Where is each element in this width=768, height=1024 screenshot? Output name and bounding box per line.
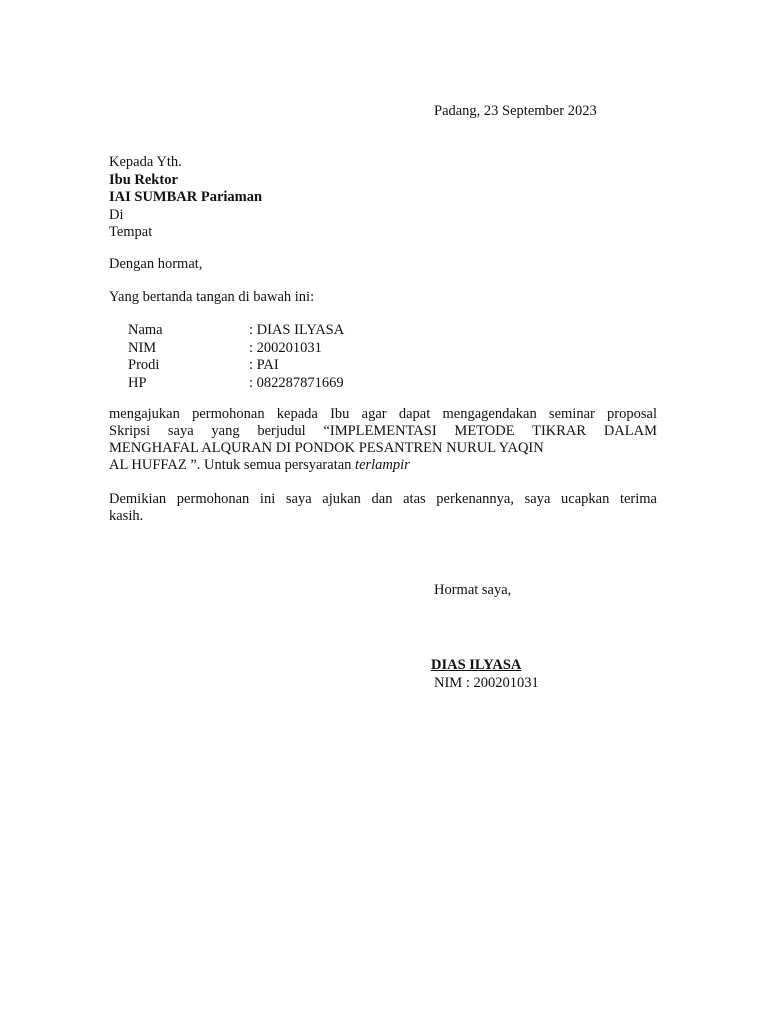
intro-line: Yang bertanda tangan di bawah ini: xyxy=(109,289,315,305)
applicant-row-nama xyxy=(128,322,428,340)
recipient-place: Tempat xyxy=(109,224,153,240)
applicant-row-prodi xyxy=(128,357,428,375)
signer-name: DIAS ILYASA xyxy=(431,657,522,673)
recipient-block xyxy=(109,154,262,242)
body-line-1: mengajukan permohonan kepada Ibu agar dapat mengagendakan seminar proposal xyxy=(109,406,657,422)
applicant-info-table xyxy=(128,322,428,392)
applicant-value: : DIAS ILYASA xyxy=(249,322,345,338)
applicant-row-hp xyxy=(128,375,428,393)
body-line-4-text: AL HUFFAZ ”. Untuk semua persyaratan xyxy=(109,457,352,473)
applicant-label: HP xyxy=(128,374,147,391)
recipient-name: Ibu Rektor xyxy=(109,171,178,188)
recipient-institution: IAI SUMBAR Pariaman xyxy=(109,189,263,205)
signer-nim: NIM : 200201031 xyxy=(434,675,539,691)
body-line-2: Skripsi saya yang berjudul “IMPLEMENTASI METODE TIKRAR DALAM xyxy=(109,423,657,439)
applicant-label: Prodi xyxy=(128,357,160,373)
date-line: Padang, 23 September 2023 xyxy=(434,103,597,119)
regards: Hormat saya, xyxy=(434,582,512,598)
applicant-row-nim xyxy=(128,340,428,358)
body-line-4 xyxy=(109,457,410,474)
closing-line-1: Demikian permohonan ini saya ajukan dan atas perkenannya, saya ucapkan terima xyxy=(109,491,657,507)
body-line-4-italic: terlampir xyxy=(355,457,410,473)
closing-line-2: kasih. xyxy=(109,508,144,524)
recipient-salutation: Kepada Yth. xyxy=(109,154,182,170)
applicant-value: : 082287871669 xyxy=(249,374,344,391)
applicant-value: : 200201031 xyxy=(249,339,322,356)
body-line-3: MENGHAFAL ALQURAN DI PONDOK PESANTREN NURUL YAQIN xyxy=(109,440,544,456)
applicant-label: Nama xyxy=(128,322,163,338)
applicant-value: : PAI xyxy=(249,357,279,373)
recipient-di: Di xyxy=(109,206,124,223)
greeting: Dengan hormat, xyxy=(109,256,203,272)
applicant-label: NIM xyxy=(128,339,157,356)
